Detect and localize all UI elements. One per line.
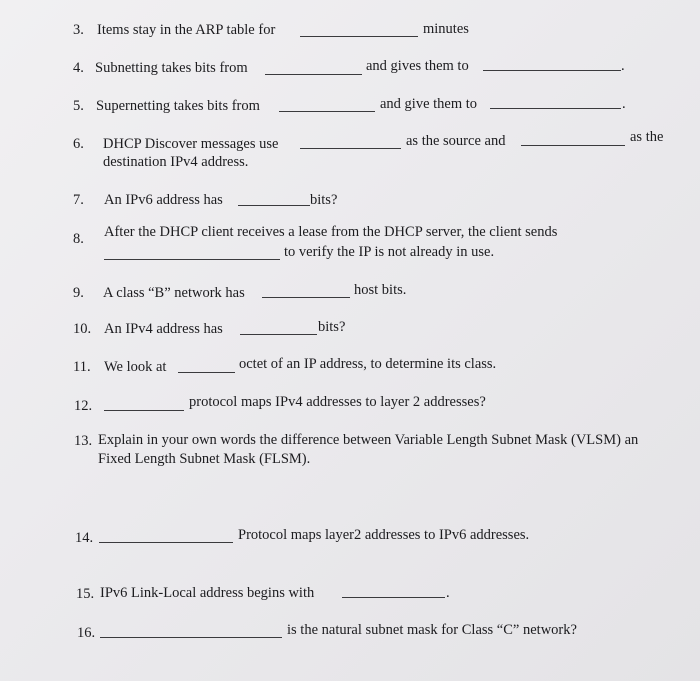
question-number: 3. [73,22,84,38]
question-text: octet of an IP address, to determine its class. [239,356,497,372]
answer-blank[interactable] [104,259,280,260]
answer-blank[interactable] [99,542,233,543]
question-text: A class “B” network has [103,285,245,301]
answer-blank[interactable] [342,597,445,598]
question-text: An IPv4 address has [104,321,223,337]
answer-blank[interactable] [490,108,621,109]
question-number: 10. [73,321,92,337]
question-text: DHCP Discover messages use [103,136,279,152]
question-number: 9. [73,285,84,301]
question-text: protocol maps IPv4 addresses to layer 2 addresses? [189,394,486,410]
question-text: Subnetting takes bits from [95,60,248,76]
question-text: . [622,96,626,112]
question-number: 8. [73,231,84,247]
question-number: 4. [73,60,84,76]
question-number: 12. [74,398,93,414]
question-text: Explain in your own words the difference between Variable Length Subnet Mask (VLSM) an [98,432,639,448]
question-text: destination IPv4 address. [103,154,249,170]
answer-blank[interactable] [279,111,375,112]
answer-blank[interactable] [100,637,282,638]
question-text: is the natural subnet mask for Class “C” network? [287,622,577,638]
question-text: . [621,58,625,74]
question-text: An IPv6 address has [104,192,223,208]
question-text: and gives them to [366,58,469,74]
question-text: After the DHCP client receives a lease from the DHCP server, the client sends [104,224,558,240]
answer-blank[interactable] [178,372,235,373]
question-text: Fixed Length Subnet Mask (FLSM). [98,451,311,467]
question-number: 7. [73,192,84,208]
answer-blank[interactable] [300,148,401,149]
question-text: bits? [318,319,346,335]
answer-blank[interactable] [521,145,625,146]
question-text: We look at [104,359,167,375]
question-text: to verify the IP is not already in use. [284,244,495,260]
question-text: Items stay in the ARP table for [97,22,276,38]
question-text: host bits. [354,282,407,298]
question-number: 6. [73,136,84,152]
question-text: as the [630,129,664,145]
question-text: bits? [310,192,338,208]
question-text: and give them to [380,96,478,112]
question-number: 11. [73,359,91,375]
answer-blank[interactable] [265,74,362,75]
answer-blank[interactable] [104,410,184,411]
answer-blank[interactable] [483,70,621,71]
answer-blank[interactable] [300,36,418,37]
answer-blank[interactable] [238,205,310,206]
question-number: 14. [75,530,94,546]
question-text: Supernetting takes bits from [96,98,260,114]
question-number: 13. [74,433,93,449]
question-text: Protocol maps layer2 addresses to IPv6 addresses. [238,527,530,543]
question-text: as the source and [406,133,506,149]
question-number: 15. [76,586,95,602]
question-text: IPv6 Link-Local address begins with [100,585,315,601]
question-number: 5. [73,98,84,114]
question-text: . [446,585,450,601]
answer-blank[interactable] [262,297,350,298]
question-text: minutes [423,21,469,37]
answer-blank[interactable] [240,334,317,335]
question-number: 16. [77,625,96,641]
